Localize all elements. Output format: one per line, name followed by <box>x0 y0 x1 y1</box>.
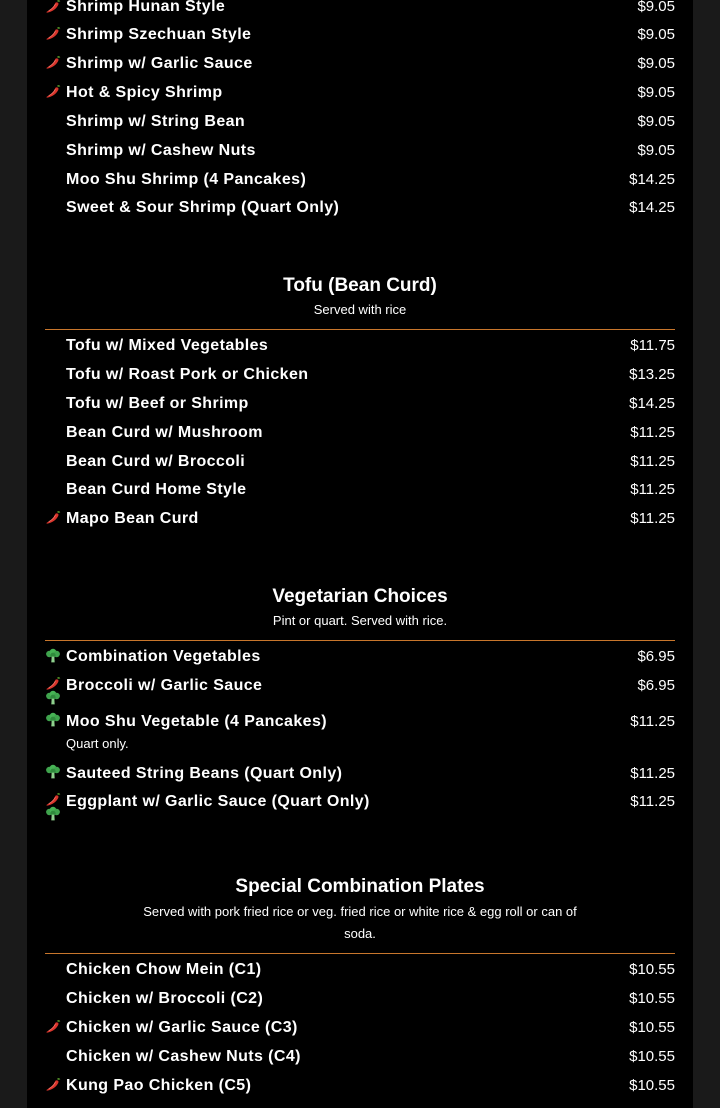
menu-item-name: Broccoli w/ Garlic Sauce <box>66 677 263 694</box>
menu-item-price: $10.55 <box>629 961 675 978</box>
chili-pepper-icon <box>45 55 61 71</box>
menu-item-name: Shrimp Szechuan Style <box>66 26 252 43</box>
menu-item-price: $9.05 <box>637 55 675 72</box>
menu-item-price: $9.05 <box>637 142 675 159</box>
menu-item-price: $11.25 <box>630 793 675 810</box>
menu-item-price: $13.25 <box>629 366 675 383</box>
menu-item-name: Bean Curd w/ Mushroom <box>66 424 263 441</box>
menu-item-name: Shrimp w/ String Bean <box>66 113 246 130</box>
broccoli-icon <box>45 712 61 728</box>
menu-item-price: $9.05 <box>637 84 675 101</box>
menu-item-price: $14.25 <box>629 395 675 412</box>
menu-item-price: $10.55 <box>629 1019 675 1036</box>
menu-item-name: Bean Curd w/ Broccoli <box>66 453 246 470</box>
section-subtitle-combos-line2: soda. <box>344 926 376 941</box>
section-title-vegetarian: Vegetarian Choices <box>272 586 448 607</box>
menu-item-price: $14.25 <box>629 199 675 216</box>
menu-item-name: Kung Pao Chicken (C5) <box>66 1077 252 1094</box>
menu-item-name: Tofu w/ Mixed Vegetables <box>66 337 269 354</box>
menu-item-price: $6.95 <box>637 648 675 665</box>
menu-item-name: Moo Shu Shrimp (4 Pancakes) <box>66 171 307 188</box>
chili-pepper-icon <box>45 510 61 526</box>
menu-item-name: Eggplant w/ Garlic Sauce (Quart Only) <box>66 793 370 810</box>
menu-item-price: $9.05 <box>637 113 675 130</box>
chili-pepper-icon <box>45 26 61 42</box>
broccoli-icon <box>45 764 61 780</box>
menu-item-name: Tofu w/ Beef or Shrimp <box>66 395 249 412</box>
broccoli-icon <box>45 648 61 664</box>
menu-item-price: $11.25 <box>630 510 675 527</box>
section-subtitle-combos-line1: Served with pork fried rice or veg. fried rice or white rice & egg roll or can of <box>143 904 577 919</box>
menu-item-price: $11.25 <box>630 424 675 441</box>
menu-item-name: Mapo Bean Curd <box>66 510 199 527</box>
menu-item-price: $11.25 <box>630 765 675 782</box>
section-divider <box>45 953 675 954</box>
menu-item-name: Chicken w/ Broccoli (C2) <box>66 990 264 1007</box>
chili-pepper-icon <box>45 84 61 100</box>
section-divider <box>45 329 675 330</box>
menu-item-price: $14.25 <box>629 171 675 188</box>
section-divider <box>45 640 675 641</box>
menu-item-price: $11.25 <box>630 453 675 470</box>
menu-item-name: Chicken w/ Cashew Nuts (C4) <box>66 1048 301 1065</box>
menu-item-price: $9.05 <box>637 0 675 15</box>
section-subtitle-vegetarian: Pint or quart. Served with rice. <box>272 613 448 628</box>
chili-pepper-icon <box>45 1077 61 1093</box>
chili-pepper-icon <box>45 1019 61 1035</box>
menu-item-name: Sauteed String Beans (Quart Only) <box>66 765 343 782</box>
section-title-combos: Special Combination Plates <box>235 876 485 897</box>
menu-item-note: Quart only. <box>66 736 129 751</box>
broccoli-icon <box>45 806 61 822</box>
menu-item-price: $11.75 <box>630 337 675 354</box>
menu-item-name: Combination Vegetables <box>66 648 261 665</box>
menu-item-name: Shrimp w/ Garlic Sauce <box>66 55 253 72</box>
section-subtitle-tofu: Served with rice <box>313 302 407 317</box>
section-title-tofu: Tofu (Bean Curd) <box>283 275 437 296</box>
menu-item-name: Sweet & Sour Shrimp (Quart Only) <box>66 199 340 216</box>
menu-item-name: Shrimp w/ Cashew Nuts <box>66 142 256 159</box>
broccoli-icon <box>45 690 61 706</box>
menu-item-price: $6.95 <box>637 677 675 694</box>
menu-item-name: Chicken Chow Mein (C1) <box>66 961 262 978</box>
menu-item-name: Chicken w/ Garlic Sauce (C3) <box>66 1019 298 1036</box>
menu-item-price: $9.05 <box>637 26 675 43</box>
chili-pepper-icon <box>45 0 61 15</box>
menu-item-price: $11.25 <box>630 481 675 498</box>
menu-item-name: Shrimp Hunan Style <box>66 0 226 15</box>
menu-item-name: Moo Shu Vegetable (4 Pancakes) <box>66 713 327 730</box>
menu-item-price: $11.25 <box>630 713 675 730</box>
menu-item-price: $10.55 <box>629 990 675 1007</box>
menu-item-price: $10.55 <box>629 1048 675 1065</box>
menu-item-name: Hot & Spicy Shrimp <box>66 84 223 101</box>
menu-item-name: Bean Curd Home Style <box>66 481 247 498</box>
menu-item-name: Tofu w/ Roast Pork or Chicken <box>66 366 309 383</box>
menu-item-price: $10.55 <box>629 1077 675 1094</box>
